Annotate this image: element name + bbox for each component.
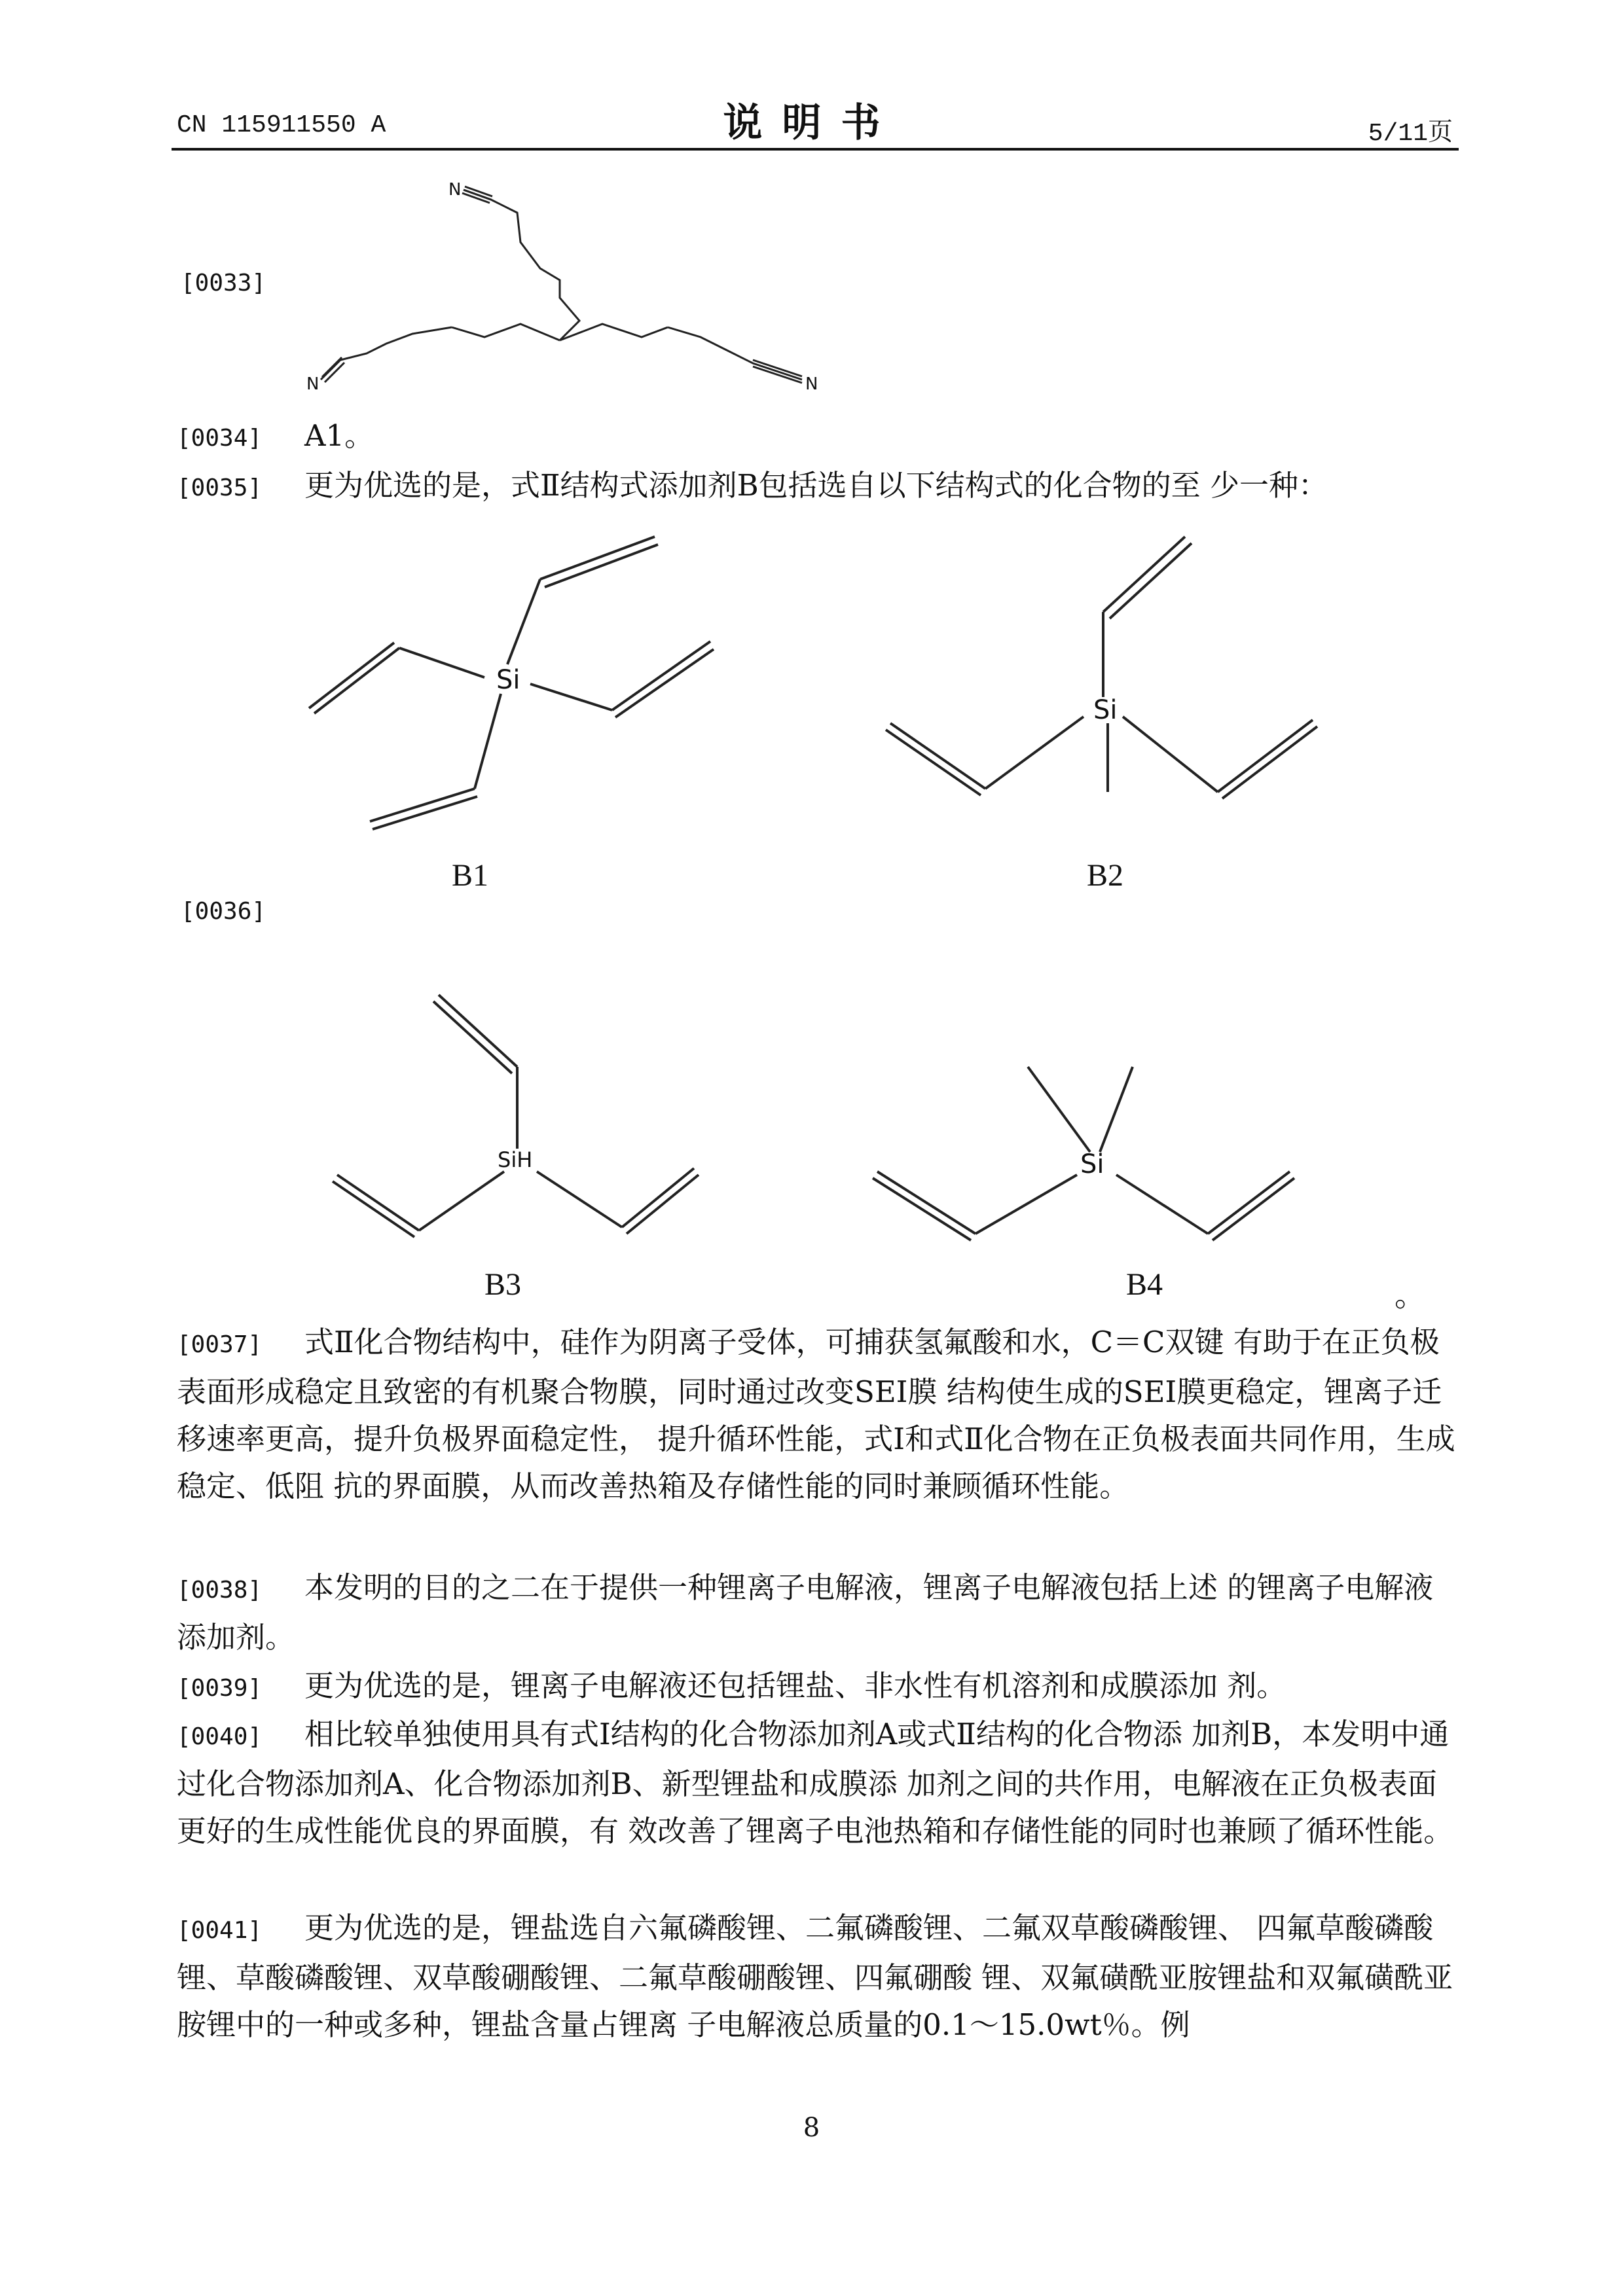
- paragraph-text-0041: 更为优选的是，锂盐选自六氟磷酸锂、二氟磷酸锂、二氟双草酸磷酸锂、 四氟草酸磷酸锂、草酸磷酸锂、双草酸硼酸锂、二氟草酸硼酸锂、四氟硼酸 锂、双氟磺酰亚胺锂盐和双氟磺酰亚胺锂中的一种或多种，锂盐含量占锂离 子电解液总质量的0.1～15.0wt％。例: [177, 1910, 1453, 2042]
- structure-b4-label: B4: [1126, 1267, 1163, 1302]
- structure-b4-atom: Si: [1080, 1149, 1104, 1179]
- page-number: 8: [803, 2113, 820, 2143]
- paragraph-0037: [177, 1319, 1460, 1510]
- structure-a1-n-top: N: [448, 180, 462, 200]
- paragraph-0034: [177, 412, 1460, 462]
- patent-number: CN 115911550 A: [177, 111, 386, 139]
- structure-b1-label: B1: [452, 858, 489, 893]
- page-ratio: 5/11页: [1368, 120, 1453, 148]
- paragraph-0035: [177, 462, 1460, 512]
- paragraph-0039: [177, 1662, 1460, 1712]
- section-title: 说明书: [723, 100, 900, 146]
- paragraph-number-0036: [0036]: [181, 898, 266, 925]
- paragraph-number-0034: [0034]: [177, 425, 263, 452]
- structure-a1-n-right: N: [805, 374, 818, 394]
- structure-b1: [301, 524, 720, 838]
- structure-b2: [877, 524, 1336, 851]
- paragraph-text-0034: A1。: [304, 418, 374, 453]
- paragraph-text-0039: 更为优选的是，锂离子电解液还包括锂盐、非水性有机溶剂和成膜添加 剂。: [304, 1668, 1286, 1703]
- paragraph-0041: [177, 1905, 1460, 2049]
- paragraph-0040: [177, 1711, 1460, 1855]
- paragraph-number-0039: [0039]: [177, 1675, 263, 1702]
- paragraph-text-0038: 本发明的目的之二在于提供一种锂离子电解液，锂离子电解液包括上述 的锂离子电解液添加剂。: [177, 1570, 1434, 1655]
- structure-a1-n-left: N: [306, 374, 319, 394]
- paragraph-number-0033: [0033]: [181, 270, 266, 296]
- paragraph-text-0037: 式Ⅱ化合物结构中，硅作为阴离子受体，可捕获氢氟酸和水，C＝C双键 有助于在正负极表面形成稳定且致密的有机聚合物膜，同时通过改变SEI膜 结构使生成的SEI膜更稳定，锂离子迁移速率更高，提升负极界面稳定性， 提升循环性能，式Ⅰ和式Ⅱ化合物在正负极表面共同作用，生成稳定、低阻 抗的界面膜，从而改善热箱及存储性能的同时兼顾循环性能。: [177, 1325, 1455, 1503]
- paragraph-number-0035: [0035]: [177, 475, 263, 501]
- structure-b2-atom: Si: [1093, 695, 1118, 725]
- structure-b3: [327, 982, 733, 1257]
- structure-b3-label: B3: [484, 1267, 522, 1302]
- structure-b3-atom: SiH: [498, 1147, 533, 1172]
- structure-b4: [864, 1047, 1309, 1263]
- header-rule: [172, 148, 1459, 151]
- structure-b1-atom: Si: [496, 665, 520, 695]
- paragraph-text-0035: 更为优选的是，式Ⅱ结构式添加剂B包括选自以下结构式的化合物的至 少一种：: [304, 468, 1328, 503]
- paragraph-text-0040: 相比较单独使用具有式Ⅰ结构的化合物添加剂A或式Ⅱ结构的化合物添 加剂B，本发明中通过化合物添加剂A、化合物添加剂B、新型锂盐和成膜添 加剂之间的共作用，电解液在正负极表面更好的生成性能优良的界面膜，有 效改善了锂离子电池热箱和存储性能的同时也兼顾了循环性能。: [177, 1717, 1453, 1848]
- structure-a1: [301, 164, 838, 406]
- paragraph-number-0037: [0037]: [177, 1331, 263, 1358]
- paragraph-number-0041: [0041]: [177, 1917, 263, 1944]
- structure-b2-label: B2: [1087, 858, 1124, 893]
- paragraph-number-0038: [0038]: [177, 1577, 263, 1604]
- paragraph-number-0040: [0040]: [177, 1723, 263, 1750]
- paragraph-0038: [177, 1564, 1460, 1661]
- structure-b4-trailing-mark: 。: [1395, 1278, 1427, 1313]
